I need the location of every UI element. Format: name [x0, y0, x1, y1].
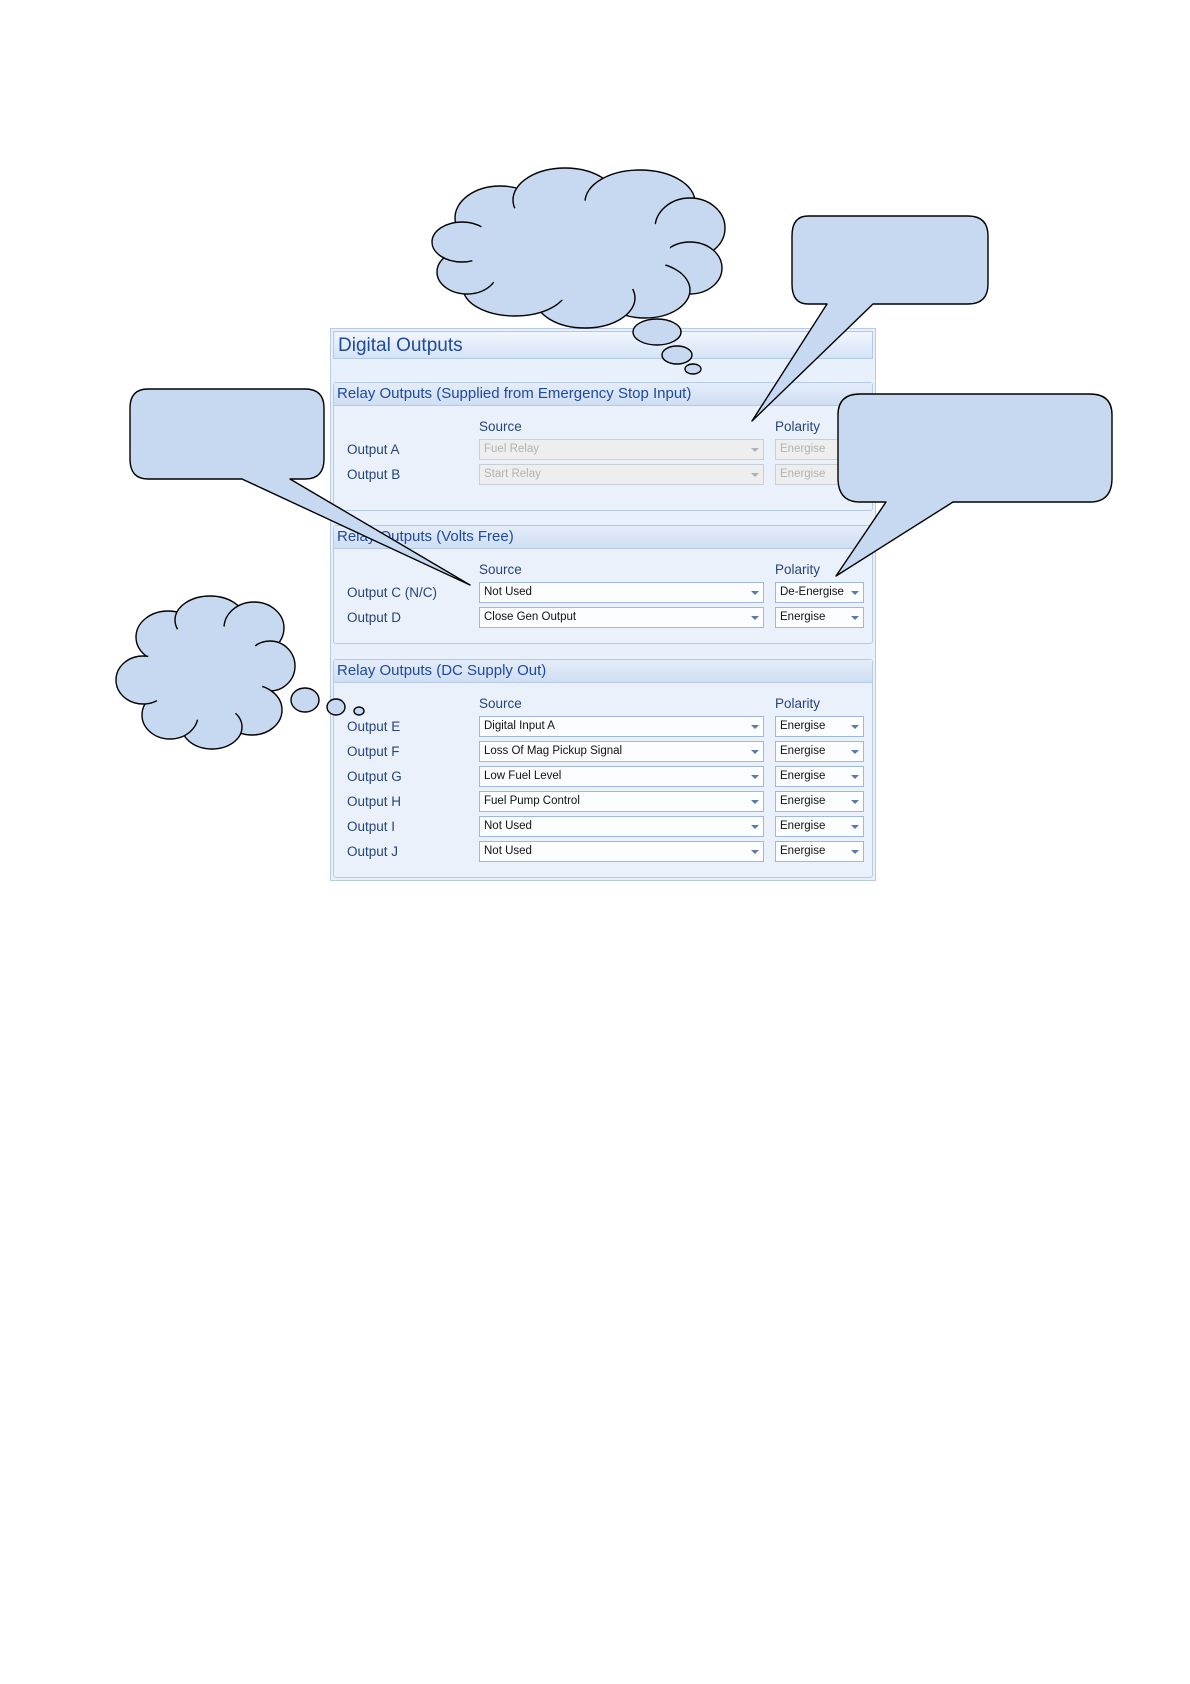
digital-outputs-panel	[330, 328, 876, 881]
output-c-source-select[interactable]: Not Used	[479, 582, 764, 603]
chevron-down-icon	[851, 850, 859, 854]
chevron-down-icon	[751, 775, 759, 779]
output-i-source-select[interactable]: Not Used	[479, 816, 764, 837]
output-a-polarity-select: Energise	[775, 439, 864, 460]
chevron-down-icon	[751, 448, 759, 452]
panel-title-bar	[333, 331, 873, 359]
output-c-label: Output C (N/C)	[347, 585, 438, 600]
output-g-polarity-select[interactable]: Energise	[775, 766, 864, 787]
output-j-polarity-select[interactable]: Energise	[775, 841, 864, 862]
group-header	[334, 526, 872, 549]
group-title: Relay Outputs (Supplied from Emergency Stop Input)	[337, 385, 692, 402]
chevron-down-icon	[851, 591, 859, 595]
chevron-down-icon	[851, 825, 859, 829]
output-b-source-select: Start Relay	[479, 464, 764, 485]
group-title: Relay Outputs (Volts Free)	[337, 528, 514, 545]
polarity-column-header: Polarity	[775, 562, 821, 577]
panel-title: Digital Outputs	[338, 335, 463, 356]
source-column-header: Source	[479, 419, 522, 434]
output-f-source-select[interactable]: Loss Of Mag Pickup Signal	[479, 741, 764, 762]
group-header	[334, 383, 872, 406]
output-h-polarity-select[interactable]: Energise	[775, 791, 864, 812]
group-header	[334, 660, 872, 683]
output-a-label: Output A	[347, 442, 400, 457]
chevron-down-icon	[851, 800, 859, 804]
output-d-source-select[interactable]: Close Gen Output	[479, 607, 764, 628]
chevron-down-icon	[751, 825, 759, 829]
source-column-header: Source	[479, 696, 522, 711]
output-h-label: Output H	[347, 794, 402, 809]
output-i-label: Output I	[347, 819, 396, 834]
output-a-source-select: Fuel Relay	[479, 439, 764, 460]
polarity-column-header: Polarity	[775, 696, 821, 711]
output-j-label: Output J	[347, 844, 399, 859]
output-e-polarity-select[interactable]: Energise	[775, 716, 864, 737]
output-e-label: Output E	[347, 719, 401, 734]
chevron-down-icon	[851, 725, 859, 729]
chevron-down-icon	[851, 616, 859, 620]
chevron-down-icon	[851, 750, 859, 754]
group-title: Relay Outputs (DC Supply Out)	[337, 662, 547, 679]
output-h-source-select[interactable]: Fuel Pump Control	[479, 791, 764, 812]
chevron-down-icon	[751, 750, 759, 754]
output-g-label: Output G	[347, 769, 402, 784]
output-j-source-select[interactable]: Not Used	[479, 841, 764, 862]
output-c-polarity-select[interactable]: De-Energise	[775, 582, 864, 603]
output-e-source-select[interactable]: Digital Input A	[479, 716, 764, 737]
group-volts-free-outputs	[333, 525, 873, 644]
thought-cloud-left	[116, 596, 364, 749]
source-column-header: Source	[479, 562, 522, 577]
group-emergency-stop-outputs	[333, 382, 873, 511]
chevron-down-icon	[851, 775, 859, 779]
output-b-polarity-select: Energise	[775, 464, 864, 485]
chevron-down-icon	[751, 850, 759, 854]
output-d-polarity-select[interactable]: Energise	[775, 607, 864, 628]
output-f-polarity-select[interactable]: Energise	[775, 741, 864, 762]
output-b-label: Output B	[347, 467, 401, 482]
speech-bubble-right	[836, 394, 1112, 576]
output-i-polarity-select[interactable]: Energise	[775, 816, 864, 837]
output-g-source-select[interactable]: Low Fuel Level	[479, 766, 764, 787]
output-d-label: Output D	[347, 610, 402, 625]
group-dc-supply-outputs	[333, 659, 873, 878]
output-f-label: Output F	[347, 744, 400, 759]
chevron-down-icon	[751, 591, 759, 595]
chevron-down-icon	[751, 800, 759, 804]
chevron-down-icon	[751, 473, 759, 477]
polarity-column-header: Polarity	[775, 419, 821, 434]
chevron-down-icon	[751, 616, 759, 620]
chevron-down-icon	[751, 725, 759, 729]
